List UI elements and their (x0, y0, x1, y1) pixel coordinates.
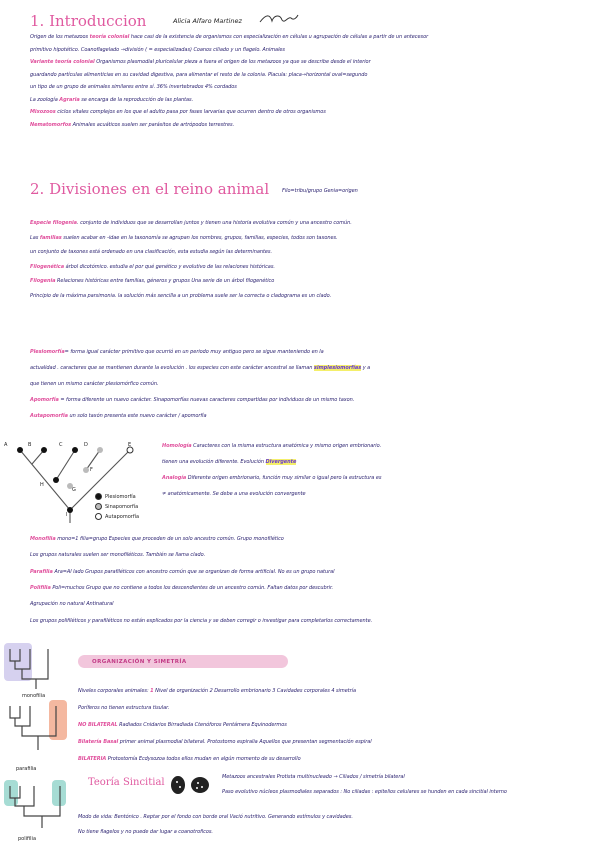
line-post: . conjunto de individuos que se desarrollan juntos y tienen una historia evolutiva común y una ancestro común. (76, 220, 352, 226)
s2c-line-2 (162, 475, 381, 481)
cladogram-node-label: G (72, 487, 76, 493)
line-mark: Bilatería Basal (78, 739, 119, 745)
s3b-line-2 (78, 814, 353, 820)
s2b-line-3 (30, 397, 354, 403)
s2-line-5 (30, 293, 331, 299)
s2d-line-3 (30, 585, 333, 591)
cladogram-node-label: E (128, 442, 132, 448)
line-mark: Monofilia (30, 536, 56, 542)
s2-line-1 (30, 235, 338, 241)
s2-line-4 (30, 278, 274, 284)
s2c-line-0 (162, 443, 381, 449)
s2-line-3 (30, 264, 275, 270)
line-post: árbol dicotómico. estudia el por qué genético y evolutivo de las relaciones históricas. (64, 263, 275, 270)
line-post: = forma diferente un nuevo carácter. Sinapomorfías nuevas caracteres compartidas por individuos de un mismo taxon. (58, 397, 355, 403)
s3b-line-0 (222, 774, 405, 780)
line-post: primer animal plasmodial bilateral. Protostomo espiralia Aquellos que presentan segmentación espiral (118, 739, 372, 745)
s2d-line-4 (30, 601, 113, 607)
line-post: ciclos vitales complejos en los que el adulto pasa por fases larvarias que ocurren dentro de otros organismos (55, 109, 326, 115)
line-post: Organismos plasmodial pluricelular pieza a fuera el origen de los metazoos ya que se describe desde el interior (94, 59, 371, 65)
cladogram-node-label: D (84, 442, 88, 448)
tree-label-polifilia: polifilia (18, 836, 37, 842)
line-pre: La zoología (30, 96, 60, 103)
s2b-line-0 (30, 349, 324, 355)
s2d-line-5 (30, 618, 372, 624)
s1-line-5 (30, 97, 193, 103)
line-pre: un conjunto de taxones está ordenado en una clasificación, esta estudia según las determinantes. (30, 249, 272, 255)
page-title: 1. Introduccion (30, 12, 147, 30)
line-mark: Analogía (162, 475, 187, 481)
line-post: Coanos ciliado y un flagelo. Animales (193, 46, 285, 53)
organizacion-pill: ORGANIZACIÓN Y SIMETRÍA (78, 655, 288, 668)
line-text: No tiene flagelos y no puede dar lugar a coanotroficos. (78, 829, 213, 835)
s1-line-4 (30, 84, 237, 90)
cladogram-node-label: C (59, 442, 63, 448)
s3-line-0 (78, 688, 356, 694)
line-post: hace casi de la existencia de organismos con especialización en células u agrupación de células a partir de un antecesor (129, 34, 429, 40)
line-mark: Polifilia (30, 584, 51, 591)
polifilia-tree-icon (4, 782, 70, 832)
line-pre: ≠ anatómicamente. Se debe a una evolución convergente (162, 491, 306, 497)
line-post: y a (361, 365, 371, 371)
line-mark: simplesiomorfías (313, 365, 362, 371)
s2c-line-1 (162, 459, 296, 465)
line-post: Diferente origen embrionario, función muy similar o igual pero la estructura es (186, 475, 382, 481)
cladogram-node-label: I (66, 512, 68, 518)
legend-autapo: Autapomorfía (95, 513, 139, 520)
s2d-line-1 (30, 552, 205, 558)
s1-line-6 (30, 109, 326, 115)
line-pre: Los grupos naturales suelen ser monofiléticos. También se llama clado. (30, 552, 206, 559)
line-pre: Los grupos polifiléticos y parafiléticos no están explicados por la ciencia y se deben corregir o investigar para completarlos correctamente. (30, 617, 373, 624)
s1-line-3 (30, 72, 367, 78)
s1-line-1 (30, 47, 285, 53)
line-post: Radiados Cnidarios Birradiada Ctenóforos Pentámera Equinodermos (117, 722, 287, 728)
s3b-line-3 (78, 829, 213, 835)
line-text: Paso evolutivo núcleos plasmodiales separados : No ciliadas : epitelios celulares se hunden en cada sincitial interno (222, 789, 507, 795)
parafilia-tree-icon (4, 702, 70, 754)
tree-label-parafilia: parafilia (16, 766, 37, 772)
line-mark: Autapomorfía (30, 413, 68, 419)
author-name: Alicia Alfaro Martinez (173, 17, 242, 25)
s2b-line-1 (30, 365, 370, 371)
line-post: Nivel de organización 2 Desarrollo embrionario 3 Cavidades corporales 4 simetría (153, 688, 356, 694)
line-pre: Agrupación no natural Antinatural (30, 601, 114, 608)
line-mark: Nematomorfos (30, 121, 72, 128)
s2-line-0 (30, 220, 352, 226)
line-text: Modo de vida: Bentónico . Reptar por el fondo con borde oral Vació nutritivo. Generando estímulos y cavidades. (78, 814, 353, 820)
s3-line-3 (78, 739, 372, 745)
legend-plesio: Plesiomorfía (95, 493, 136, 500)
line-mark: Parafilia (30, 568, 53, 575)
line-pre: un tipo de un grupo de animales similares entre sí. 36% invertebrados 4% cordados (30, 84, 237, 90)
line-post: = forma igual carácter primitivo que ocurrió en un periodo muy antiguo pero se sigue manteniendo en la (64, 349, 324, 355)
cladogram-node-label: A (4, 442, 8, 448)
line-mark: Plesiomorfía (30, 349, 65, 355)
line-pre: primitivo hipotético. Coanoflagelado →división ( = especializadas) (30, 46, 194, 53)
line-post: Poli=muchos Grupo que no contiene a todos los descendientes de un ancestro común. Faltan datos por descubrir. (50, 584, 334, 591)
line-pre: Poríferos no tienen estructura tisular. (78, 705, 170, 711)
line-pre: tienen una evolución diferente. Evolución (162, 459, 266, 465)
line-pre: Niveles corporales animales: (78, 688, 151, 694)
line-pre: guardando partículas alimenticias en su cavidad digestiva, para alimentar el resto de la colonia. Placula: placa→horizontal oval=segundo (30, 71, 368, 78)
line-pre: actualidad . caracteres que se mantienen durante la evolución . los especies con este carácter ancestral se llaman (30, 365, 314, 371)
line-mark: Filogenia (30, 278, 56, 284)
line-post: Ara=Al lado Grupos parafiléticos con ancestro común que se organizan de forma artificial. No es un grupo natural (52, 568, 335, 575)
line-mark: Divergente (265, 459, 297, 465)
s2b-line-2 (30, 381, 159, 387)
line-mark: familias (39, 234, 62, 241)
line-post: suelen acabar en -idae en la taxonomía se agrupan los nombres, grupos, familias, especies, todos son taxones. (61, 234, 338, 241)
s2b-line-4 (30, 413, 207, 419)
line-pre: Origen de los metazoos (30, 34, 90, 40)
line-post: Protostomía Ecdysozoa todos ellos mudan en algún momento de su desarrollo (106, 756, 301, 762)
section2-note: Filo=tribu/grupo Genia=origen (282, 188, 358, 194)
line-mark: BILATERIA (78, 756, 107, 762)
s2c-line-3 (162, 491, 306, 497)
line-post: mono=1 filia=grupo Especies que proceden de un solo ancestro común. Grupo monofilético (55, 536, 284, 542)
line-pre: Las (30, 234, 40, 241)
cladogram-node-label: H (40, 482, 44, 488)
legend-sinapo: Sinapomorfía (95, 503, 138, 510)
line-mark: Agraria (59, 96, 80, 103)
line-post: Caracteres con la misma estructura anatómica y mismo origen embrionario. (191, 443, 382, 449)
line-mark: 1 (150, 688, 154, 694)
tree-label-monofilia: monofilia (22, 693, 46, 699)
line-mark: NO BILATERAL (78, 722, 118, 728)
s1-line-7 (30, 122, 234, 128)
line-post: Relaciones históricas entre familias, géneros y grupos Una serie de un árbol filogenético (55, 278, 275, 284)
line-pre: que tienen un mismo carácter plesiomórfico común. (30, 381, 159, 387)
line-post: un solo taxón presenta este nuevo carácter / apomorfía (67, 413, 207, 419)
line-mark: Mixozoos (30, 109, 56, 115)
protist-drawing (168, 774, 212, 796)
cladogram-node-label: F (90, 467, 93, 473)
s3b-line-1 (222, 789, 507, 795)
s1-line-2 (30, 59, 371, 65)
line-mark: Filogenética (30, 263, 65, 270)
s1-line-0 (30, 34, 428, 40)
line-mark: teoría colonial (89, 34, 130, 40)
line-post: se encarga de la reproducción de las plantas. (79, 96, 194, 103)
line-mark: Homología (162, 443, 192, 449)
monofilia-tree-icon (4, 645, 66, 693)
line-mark: Apomorfía (30, 397, 59, 403)
line-text: Metazoos ancestrales Protista multinucleado → Ciliados / simetría bilateral (222, 774, 405, 780)
section2-title: 2. Divisiones en el reino animal (30, 180, 270, 198)
s3-line-2 (78, 722, 287, 728)
signature-graphic (258, 12, 300, 26)
line-mark: Variante teoría colonial (30, 59, 95, 65)
line-mark: Especie filogenia (30, 220, 77, 226)
s3-line-4 (78, 756, 301, 762)
cladogram-node-label: B (28, 442, 32, 448)
s3-line-1 (78, 705, 169, 711)
s2-line-2 (30, 249, 272, 255)
signature (258, 12, 300, 28)
line-post: Animales acuáticos suelen ser parásitos de artrópodos terrestres. (71, 121, 235, 128)
s2d-line-2 (30, 569, 334, 575)
sincitial-title: Teoría Sincitial (88, 777, 165, 788)
line-pre: Principio de la máxima parsimonia. la solución más sencilla a un problema suele ser la correcta o cladograma es un clado. (30, 292, 332, 299)
s2d-line-0 (30, 536, 284, 542)
